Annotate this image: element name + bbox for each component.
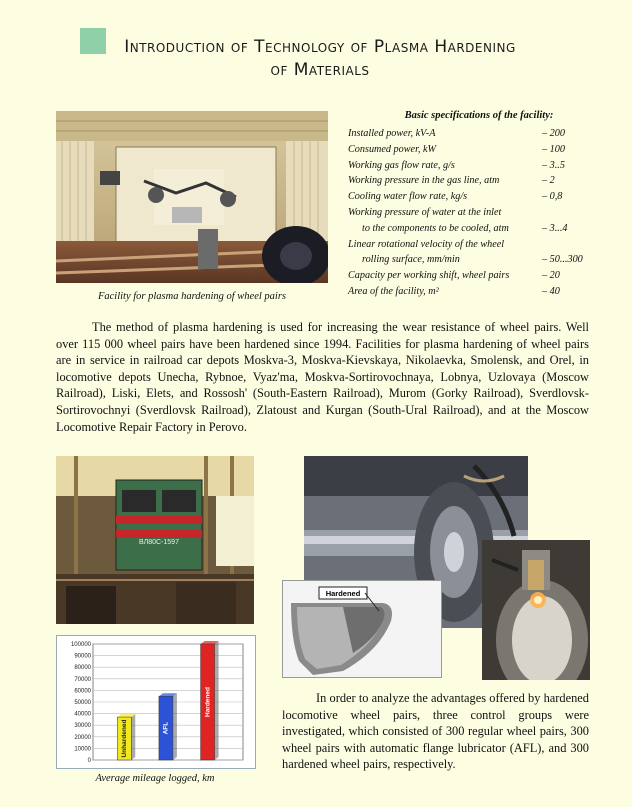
spec-row: [348, 205, 610, 221]
locomotive-number: ВЛ80С-1597: [139, 539, 179, 546]
hardened-flange-photo: [282, 580, 442, 678]
y-tick-label: 60000: [74, 688, 91, 695]
bar-side: [173, 693, 177, 760]
spec-value: – 100: [542, 143, 565, 155]
hardened-tag-label: Hardened: [325, 589, 361, 598]
spec-label: Installed power, kV-A: [348, 128, 436, 139]
y-tick-label: 0: [87, 758, 91, 764]
spec-value: – 20: [542, 270, 560, 282]
plasma-torch-photo: [482, 540, 590, 680]
spec-row: [348, 126, 610, 142]
spec-row: [348, 173, 610, 189]
title-line-2: of Materials: [270, 60, 370, 80]
spec-value: – 50...300: [542, 254, 583, 266]
spec-label: Working pressure in the gas line, atm: [348, 175, 500, 187]
spec-label: Area of the facility, m²: [348, 285, 439, 297]
analysis-paragraph: In order to analyze the advantages offered by hardened locomotive wheel pairs, three control groups were investigated, which consisted of 300 regular wheel pairs, 300 wheel pairs with automatic flange lubricator (AFL), and 300 hardened wheel pairs, respectively.: [282, 691, 589, 772]
spec-value: – 200: [542, 128, 565, 139]
bar-side: [215, 641, 219, 760]
bar-category-label: AFL: [162, 721, 170, 735]
spec-label: Working pressure of water at the inlet: [348, 206, 502, 218]
mileage-bar-chart: [56, 635, 256, 769]
spec-row: [348, 189, 610, 205]
spec-row: [348, 268, 610, 284]
y-tick-label: 100000: [70, 642, 91, 648]
specifications-heading: Basic specifications of the facility:: [404, 110, 554, 121]
specifications-table: [348, 110, 610, 300]
locomotive-photo: [56, 456, 254, 624]
spec-label: to the components to be cooled, atm: [362, 222, 509, 234]
spec-label: Consumed power, kW: [348, 143, 437, 155]
spec-row: [348, 284, 610, 300]
spec-label: Cooling water flow rate, kg/s: [348, 191, 468, 203]
y-tick-label: 90000: [74, 653, 91, 660]
y-tick-label: 30000: [74, 723, 91, 730]
spec-row: [348, 158, 610, 174]
spec-value: – 3...4: [542, 222, 568, 234]
y-tick-label: 10000: [74, 746, 91, 753]
spec-value: – 40: [542, 285, 560, 297]
facility-photo: [56, 111, 328, 283]
spec-value: – 0,8: [542, 191, 563, 203]
page-title: [90, 36, 550, 82]
chart-caption: Average mileage logged, km: [95, 773, 215, 784]
spec-label: Capacity per working shift, wheel pairs: [348, 270, 510, 282]
spec-value: – 3..5: [542, 159, 565, 171]
y-tick-label: 70000: [74, 676, 91, 683]
intro-paragraph: The method of plasma hardening is used for increasing the wear resistance of wheel pairs. Well over 115 000 wheel pairs have been hardened since 1994. Facilities for plasma hardening of wheel pairs are in service in railroad car depots Moskva-3, Moskva-Kievskaya, Nikolaevka, Smolensk, and Orel, in locomotive depots Unecha, Rybnoe, Vyaz'ma, Moskva-Sortirovochnaya, Lobnya, Uzlovaya (Moscow Railroad), Liski, Elets, and Rossosh' (South-Eastern Railroad), Murom (Gorky Railroad), Sverdlovsk-Sortirovochnyi (Sverdlovsk Railroad), Zlatoust and Kurgan (South-Ural Railroad), and at the Moscow Locomotive Repair Factory in Perovo.: [56, 320, 589, 434]
y-tick-label: 40000: [74, 711, 91, 718]
spec-row: [348, 142, 610, 158]
y-tick-label: 50000: [74, 700, 91, 706]
bar-category-label: Hardened: [204, 687, 212, 717]
spec-row: [348, 221, 610, 237]
spec-row: [348, 252, 610, 268]
spec-label: Working gas flow rate, g/s: [348, 159, 455, 171]
spec-value: – 2: [542, 175, 555, 187]
bar-category-label: Unhardened: [120, 719, 128, 758]
spec-label: Linear rotational velocity of the wheel: [348, 238, 505, 250]
y-tick-label: 80000: [74, 665, 91, 672]
bar-side: [131, 714, 135, 760]
facility-photo-caption: Facility for plasma hardening of wheel pairs: [97, 291, 286, 302]
title-line-1: Introduction of Technology of Plasma Hardening: [124, 37, 516, 57]
y-tick-label: 20000: [74, 734, 91, 741]
spec-label: rolling surface, mm/min: [362, 254, 460, 266]
spec-row: [348, 237, 610, 253]
